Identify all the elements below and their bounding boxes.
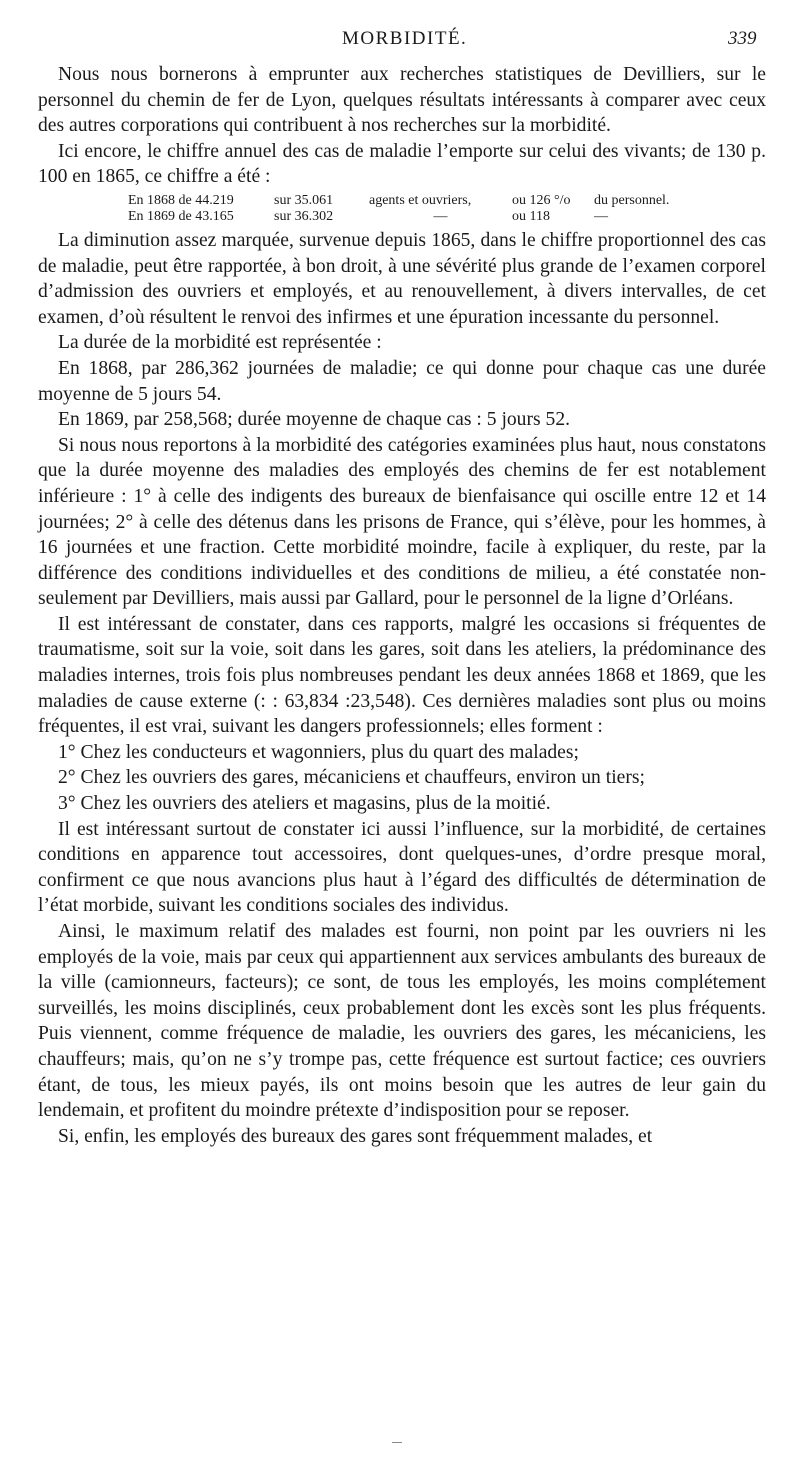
paragraph: Il est intéressant de constater, dans ces rapports, malgré les occasions si fréquentes de traumatisme, soit sur la voie, soit dans les gares, soit dans les ateliers, la prédominance des maladies internes, trois fois plus nombreuses pendant les deux années 1868 et 1869, que les maladies de cause externe (: : 63,834 :23,548). Ces dernières maladies sont plus ou moins fréquentes, il est vrai, suivant les dangers professionnels; elles forment : [38, 613, 766, 738]
running-header [0, 28, 800, 56]
footer-dash [392, 1442, 402, 1443]
paragraph: En 1869, par 258,568; durée moyenne de chaque cas : 5 jours 52. [58, 409, 571, 431]
body-text [38, 62, 766, 1149]
stat-cell: sur 36.302 [274, 208, 334, 224]
stat-cell: du personnel. [594, 192, 670, 208]
paragraph: Si nous nous reportons à la morbidité des catégories examinées plus haut, nous constatons que la durée moyenne des maladies des employés des chemins de fer est notablement inférieure : 1° à celle des indigents des bureaux de bienfaisance qui oscille entre 12 et 14 journées; 2° à celle des détenus dans les prisons de France, qui s’élève, pour les hommes, à 16 journées et une fraction. Cette morbidité moindre, facile à expliquer, du reste, par la différence des conditions individuelles et des conditions de milieu, a été constatée non-seulement par Devilliers, mais aussi par Gallard, pour le personnel de la ligne d’Orléans. [38, 434, 766, 610]
stat-cell: ou 126 °/o [512, 192, 571, 208]
paragraph: La durée de la morbidité est représentée : [58, 332, 382, 354]
paragraph: La diminution assez marquée, survenue depuis 1865, dans le chiffre proportionnel des cas de maladie, peut être rapportée, à bon droit, à une sévérité plus grande de l’examen corporel d’admission des ouvriers et employés, et au renouvellement, à divers intervalles, de cet examen, d’où résultent le renvoi des infirmes et une épuration incessante du personnel. [38, 229, 766, 328]
stat-cell: ou 118 [512, 208, 550, 224]
page-number: 339 [728, 28, 757, 49]
paragraph: Si, enfin, les employés des bureaux des gares sont fréquemment malades, et [58, 1125, 653, 1147]
statistics-table [128, 193, 766, 225]
stat-cell: — [594, 208, 608, 224]
statistics-row [128, 209, 766, 225]
paragraph: Ici encore, le chiffre annuel des cas de maladie l’emporte sur celui des vivants; de 130 p. 100 en 1865, ce chiffre a été : [38, 140, 766, 188]
list-item: 3° Chez les ouvriers des ateliers et magasins, plus de la moitié. [58, 793, 551, 815]
paragraph: Nous nous bornerons à emprunter aux recherches statistiques de Devilliers, sur le personnel du chemin de fer de Lyon, quelques résultats intéressants à comparer avec ceux des autres corporations qui contribuent à nos recherches sur la morbidité. [38, 64, 766, 137]
stat-cell: En 1868 de 44.219 [128, 192, 234, 208]
running-title: MORBIDITÉ. [342, 28, 468, 49]
list-item: 1° Chez les conducteurs et wagonniers, plus du quart des malades; [58, 741, 579, 763]
paragraph: Ainsi, le maximum relatif des malades est fourni, non point par les ouvriers ni les employés de la voie, mais par ceux qui appartiennent aux services ambulants des bureaux de la ville (camionneurs, facteurs); ce sont, de tous les employés, les moins complétement surveillés, les moins disciplinés, ceux probablement dont les excès sont les plus fréquents. Puis viennent, comme fréquence de maladie, les ouvriers des gares, les mécaniciens, les chauffeurs; mais, qu’on ne s’y trompe pas, cette fréquence est surtout factice; ces ouvriers étant, de tous, les mieux payés, ils ont moins besoin que les autres de leur gain du lendemain, et profitent du moindre prétexte d’indisposition pour se reposer. [38, 921, 766, 1122]
stat-cell: — [433, 208, 448, 224]
list-item: 2° Chez les ouvriers des gares, mécaniciens et chauffeurs, environ un tiers; [58, 767, 645, 789]
paragraph: En 1868, par 286,362 journées de maladie; ce qui donne pour chaque cas une durée moyenne de 5 jours 54. [38, 357, 766, 405]
stat-cell: sur 35.061 [274, 192, 334, 208]
stat-cell: En 1869 de 43.165 [128, 208, 234, 224]
stat-cell: agents et ouvriers, [369, 192, 472, 208]
paragraph: Il est intéressant surtout de constater ici aussi l’influence, sur la morbidité, de certaines conditions en apparence tout accessoires, dont quelques-unes, d’ordre presque moral, confirment ce que nous avancions plus haut à l’égard des difficultés de détermination de l’état morbide, suivant les conditions sociales des individus. [38, 818, 766, 917]
statistics-row [128, 193, 766, 209]
